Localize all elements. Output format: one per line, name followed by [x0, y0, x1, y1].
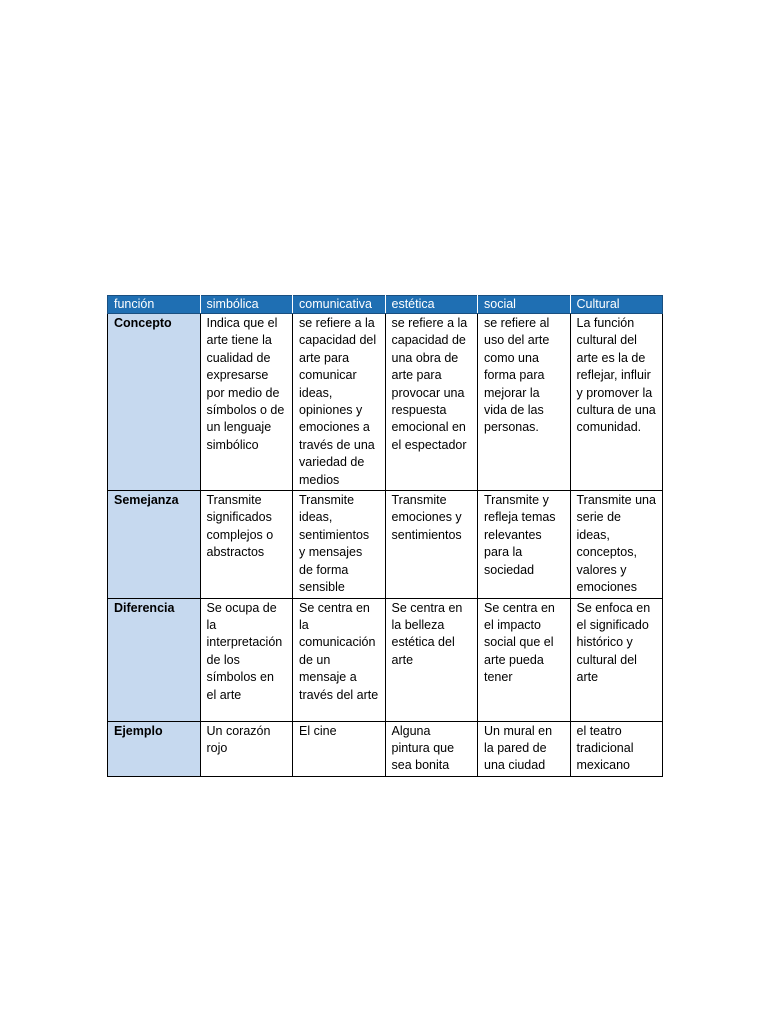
- header-cell-social: social: [478, 296, 571, 314]
- table-cell: Se centra en la belleza estética del arte: [385, 598, 478, 721]
- table-row-ejemplo: [108, 721, 663, 776]
- table-cell: se refiere a la capacidad del arte para comunicar ideas, opiniones y emociones a través de una variedad de medios: [293, 314, 386, 491]
- header-cell-simbolica: simbólica: [200, 296, 293, 314]
- table-row-diferencia: [108, 598, 663, 721]
- table-cell: Se centra en el impacto social que el arte pueda tener: [478, 598, 571, 721]
- table-cell: se refiere al uso del arte como una forma para mejorar la vida de las personas.: [478, 314, 571, 491]
- table-cell: Se ocupa de la interpretación de los símbolos en el arte: [200, 598, 293, 721]
- table-cell: Se enfoca en el significado histórico y cultural del arte: [570, 598, 663, 721]
- row-label-concepto: Concepto: [108, 314, 201, 491]
- header-cell-funcion: función: [108, 296, 201, 314]
- table-cell: Un mural en la pared de una ciudad: [478, 721, 571, 776]
- row-label-diferencia: Diferencia: [108, 598, 201, 721]
- table-cell: Transmite emociones y sentimientos: [385, 491, 478, 598]
- table-row-concepto: [108, 314, 663, 491]
- table-cell: se refiere a la capacidad de una obra de arte para provocar una respuesta emocional en el espectador: [385, 314, 478, 491]
- table-cell: Un corazón rojo: [200, 721, 293, 776]
- table-cell: el teatro tradicional mexicano: [570, 721, 663, 776]
- table-cell: La función cultural del arte es la de reflejar, influir y promover la cultura de una comunidad.: [570, 314, 663, 491]
- table-row-semejanza: [108, 491, 663, 598]
- header-cell-comunicativa: comunicativa: [293, 296, 386, 314]
- header-row: [108, 296, 663, 314]
- header-cell-cultural: Cultural: [570, 296, 663, 314]
- table-cell: Transmite una serie de ideas, conceptos, valores y emociones: [570, 491, 663, 598]
- table-cell: Transmite y refleja temas relevantes para la sociedad: [478, 491, 571, 598]
- table-cell: El cine: [293, 721, 386, 776]
- table-cell: Indica que el arte tiene la cualidad de expresarse por medio de símbolos o de un lenguaje simbólico: [200, 314, 293, 491]
- table-cell: Alguna pintura que sea bonita: [385, 721, 478, 776]
- table-cell: Se centra en la comunicación de un mensaje a través del arte: [293, 598, 386, 721]
- row-label-ejemplo: Ejemplo: [108, 721, 201, 776]
- row-label-semejanza: Semejanza: [108, 491, 201, 598]
- table-cell: Transmite ideas, sentimientos y mensajes de forma sensible: [293, 491, 386, 598]
- art-functions-table: [107, 295, 663, 777]
- table-cell: Transmite significados complejos o abstractos: [200, 491, 293, 598]
- header-cell-estetica: estética: [385, 296, 478, 314]
